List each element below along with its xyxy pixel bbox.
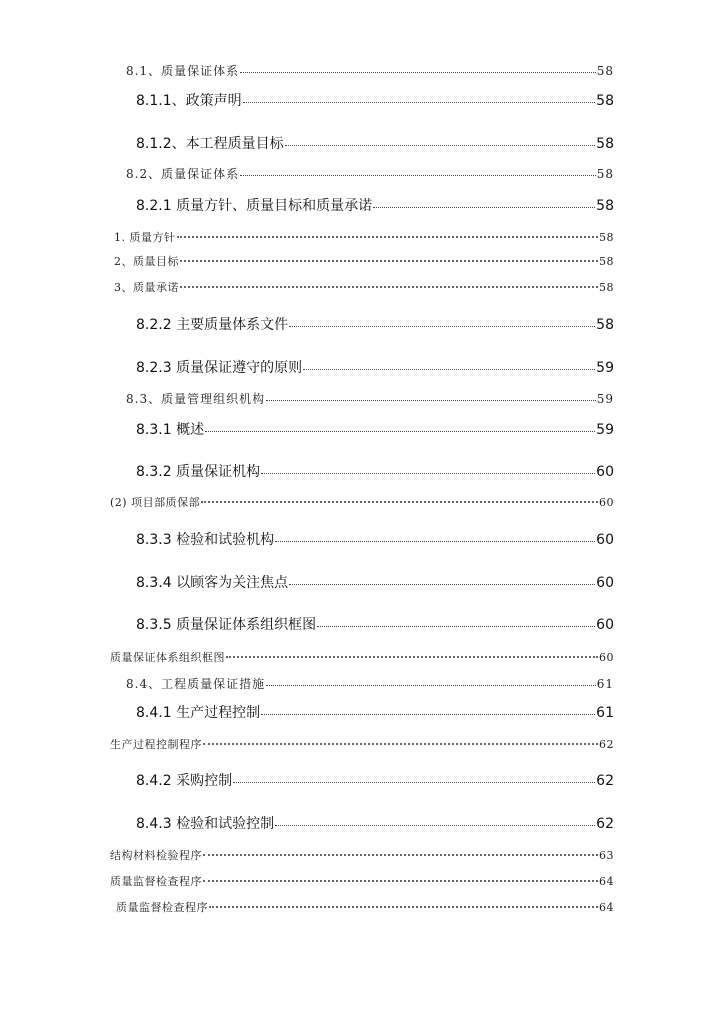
toc-entry[interactable]	[136, 314, 614, 334]
toc-entry-page-number: 64	[599, 875, 614, 888]
toc-entry-title: 8.2.1 质量方针、质量目标和质量承诺	[136, 198, 373, 214]
dot-leader	[203, 848, 598, 859]
toc-entry-page-number: 62	[596, 773, 614, 789]
dot-leader	[266, 676, 596, 688]
toc-entry-page-number: 60	[596, 464, 614, 480]
dot-leader	[373, 196, 595, 210]
toc-entry-page-number: 58	[599, 231, 614, 244]
dot-leader	[261, 703, 595, 717]
toc-entry-page-number: 58	[596, 136, 614, 152]
dot-leader	[180, 280, 598, 291]
toc-entry-title: (2) 项目部质保部	[110, 496, 201, 509]
toc-entry-title: 8.1.1、政策声明	[136, 93, 242, 109]
toc-entry[interactable]	[110, 873, 614, 889]
toc-entry[interactable]	[136, 90, 614, 110]
toc-entry-title: 质量监督检查程序	[110, 875, 202, 888]
dot-leader	[285, 134, 596, 148]
toc-entry-title: 1. 质量方针	[114, 231, 176, 244]
toc-entry-title: 8.3.2 质量保证机构	[136, 464, 261, 480]
toc-entry-title: 8.4、工程质量保证措施	[126, 677, 266, 691]
toc-entry[interactable]	[114, 229, 614, 245]
toc-entry-page-number: 58	[596, 64, 614, 78]
toc-entry-page-number: 59	[596, 360, 614, 376]
dot-leader	[209, 900, 598, 911]
toc-entry[interactable]	[116, 899, 614, 915]
dot-leader	[203, 737, 598, 748]
dot-leader	[289, 315, 595, 329]
toc-entry[interactable]	[136, 195, 614, 215]
toc-entry-title: 结构材料检验程序	[110, 849, 202, 862]
toc-entry-title: 8.1.2、本工程质量目标	[136, 136, 284, 152]
toc-entry[interactable]	[126, 390, 614, 407]
toc-entry-title: 8.3.3 检验和试验机构	[136, 532, 275, 548]
toc-entry-page-number: 59	[596, 422, 614, 438]
toc-entry-title: 8.3.5 质量保证体系组织框图	[136, 617, 317, 633]
toc-entry-page-number: 58	[599, 281, 614, 294]
dot-leader	[303, 358, 595, 372]
toc-entry-page-number: 63	[599, 849, 614, 862]
toc-entry-page-number: 64	[599, 901, 614, 914]
toc-entry[interactable]	[136, 529, 614, 549]
dot-leader	[201, 495, 598, 506]
toc-entry[interactable]	[136, 702, 614, 722]
toc-entry[interactable]	[136, 572, 614, 592]
dot-leader	[240, 166, 596, 178]
toc-entry[interactable]	[136, 614, 614, 634]
dot-leader	[266, 391, 596, 403]
dot-leader	[275, 814, 595, 828]
toc-entry[interactable]	[136, 419, 614, 439]
toc-entry[interactable]	[136, 813, 614, 833]
toc-entry[interactable]	[126, 165, 614, 182]
dot-leader	[317, 615, 595, 629]
dot-leader	[233, 771, 595, 785]
toc-entry[interactable]	[136, 357, 614, 377]
toc-entry[interactable]	[110, 649, 614, 665]
toc-entry-page-number: 58	[599, 255, 614, 268]
toc-entry-page-number: 58	[596, 93, 614, 109]
dot-leader	[180, 254, 598, 265]
toc-entry-title: 质量保证体系组织框图	[110, 651, 225, 664]
toc-entry-title: 8.2.3 质量保证遵守的原则	[136, 360, 303, 376]
dot-leader	[177, 230, 599, 241]
toc-entry-page-number: 60	[599, 496, 614, 509]
toc-entry-page-number: 61	[596, 705, 614, 721]
toc-entry[interactable]	[136, 133, 614, 153]
toc-entry-title: 8.1、质量保证体系	[126, 64, 240, 78]
dot-leader	[240, 63, 596, 75]
toc-entry-title: 质量监督检查程序	[116, 901, 208, 914]
toc-entry[interactable]	[126, 675, 614, 692]
toc-entry-page-number: 62	[596, 816, 614, 832]
toc-entry[interactable]	[110, 494, 614, 510]
dot-leader	[203, 874, 598, 885]
toc-entry-title: 8.4.1 生产过程控制	[136, 705, 261, 721]
toc-entry[interactable]	[114, 253, 614, 269]
toc-entry-page-number: 61	[596, 677, 614, 691]
toc-entry[interactable]	[136, 770, 614, 790]
toc-entry-title: 8.3.1 概述	[136, 422, 205, 438]
toc-entry-page-number: 60	[599, 651, 614, 664]
toc-entry-page-number: 60	[596, 575, 614, 591]
toc-entry-page-number: 60	[596, 532, 614, 548]
toc-entry[interactable]	[126, 62, 614, 79]
dot-leader	[205, 420, 595, 434]
toc-entry-title: 8.2.2 主要质量体系文件	[136, 317, 289, 333]
toc-entry-title: 8.4.3 检验和试验控制	[136, 816, 275, 832]
toc-entry-title: 2、质量目标	[114, 255, 179, 268]
toc-entry-title: 3、质量承诺	[114, 281, 179, 294]
toc-entry[interactable]	[110, 736, 614, 752]
dot-leader	[261, 462, 595, 476]
toc-entry-page-number: 62	[599, 738, 614, 751]
toc-entry-title: 8.3.4 以顾客为关注焦点	[136, 575, 289, 591]
toc-entry-page-number: 59	[596, 392, 614, 406]
dot-leader	[226, 650, 598, 661]
toc-entry-title: 8.3、质量管理组织机构	[126, 392, 266, 406]
toc-entry-page-number: 60	[596, 617, 614, 633]
toc-entry[interactable]	[114, 279, 614, 295]
toc-entry-title: 生产过程控制程序	[110, 738, 202, 751]
dot-leader	[275, 530, 595, 544]
toc-entry-page-number: 58	[596, 167, 614, 181]
toc-entry[interactable]	[136, 461, 614, 481]
toc-entry[interactable]	[110, 847, 614, 863]
toc-entry-title: 8.2、质量保证体系	[126, 167, 240, 181]
toc-entry-page-number: 58	[596, 198, 614, 214]
dot-leader	[289, 573, 595, 587]
dot-leader	[243, 91, 596, 105]
toc-entry-page-number: 58	[596, 317, 614, 333]
toc-entry-title: 8.4.2 采购控制	[136, 773, 233, 789]
